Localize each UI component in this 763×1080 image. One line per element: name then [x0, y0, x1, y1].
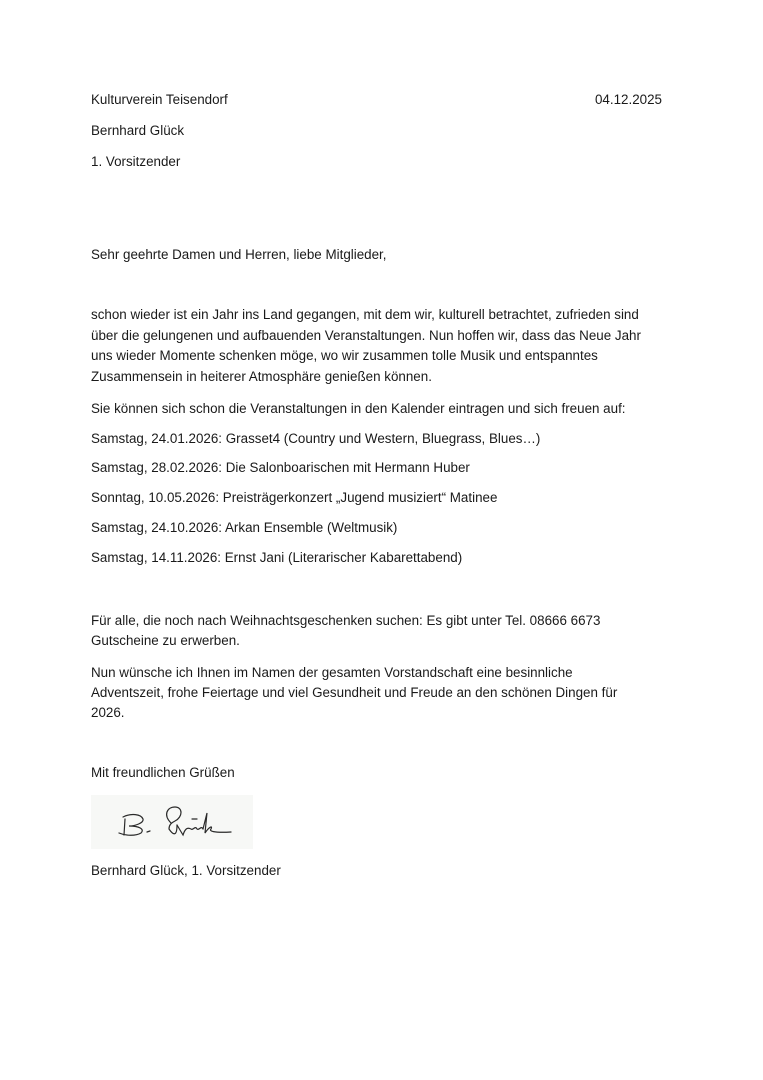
signature-image: [91, 795, 253, 849]
intro-line: uns wieder Momente schenken möge, wo wir zusammen tolle Musik und entspanntes: [91, 348, 598, 363]
intro-line: Zusammensein in heiterer Atmosphäre genießen können.: [91, 369, 432, 384]
organization: Kulturverein Teisendorf: [91, 92, 228, 107]
wishes-line: Nun wünsche ich Ihnen im Namen der gesamten Vorstandschaft eine besinnliche: [91, 665, 573, 680]
event-item: Samstag, 14.11.2026: Ernst Jani (Literarischer Kabarettabend): [91, 550, 463, 565]
intro-line: schon wieder ist ein Jahr ins Land gegangen, mit dem wir, kulturell betrachtet, zufrieden sind: [91, 307, 639, 322]
voucher-line: Gutscheine zu erwerben.: [91, 633, 240, 648]
event-item: Sonntag, 10.05.2026: Preisträgerkonzert „Jugend musiziert“ Matinee: [91, 490, 498, 505]
letter-date: 04.12.2025: [594, 92, 662, 107]
sender-name: Bernhard Glück: [91, 123, 185, 138]
greeting: Sehr geehrte Damen und Herren, liebe Mitglieder,: [91, 247, 387, 262]
event-item: Samstag, 24.01.2026: Grasset4 (Country und Western, Bluegrass, Blues…): [91, 431, 541, 446]
calendar-intro: Sie können sich schon die Veranstaltungen in den Kalender eintragen und sich freuen auf:: [91, 401, 626, 416]
closing: Mit freundlichen Grüßen: [91, 765, 235, 780]
intro-line: über die gelungenen und aufbauenden Veranstaltungen. Nun hoffen wir, dass das Neue Jahr: [91, 328, 641, 343]
signoff: Bernhard Glück, 1. Vorsitzender: [91, 863, 281, 878]
voucher-line: Für alle, die noch nach Weihnachtsgeschenken suchen: Es gibt unter Tel. 08666 6673: [91, 613, 601, 628]
handwritten-signature-icon: [91, 795, 253, 849]
wishes-line: 2026.: [91, 705, 125, 720]
event-item: Samstag, 24.10.2026: Arkan Ensemble (Weltmusik): [91, 520, 398, 535]
wishes-line: Adventszeit, frohe Feiertage und viel Gesundheit und Freude an den schönen Dingen für: [91, 685, 618, 700]
sender-role: 1. Vorsitzender: [91, 154, 181, 169]
event-item: Samstag, 28.02.2026: Die Salonboarischen mit Hermann Huber: [91, 460, 470, 475]
